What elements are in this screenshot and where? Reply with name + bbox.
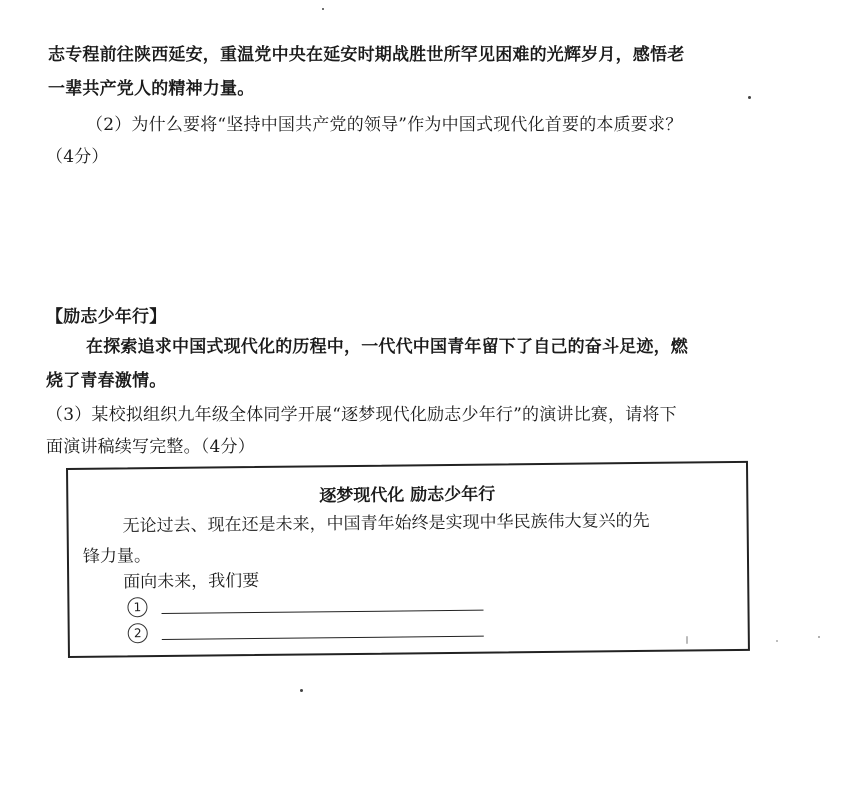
question-2-text: （2）为什么要将“坚持中国共产党的领导”作为中国式现代化首要的本质要求？ bbox=[86, 115, 683, 135]
paragraph-line-2: 一辈共产党人的精神力量。 bbox=[48, 79, 255, 99]
speech-body-line-2: 锋力量。 bbox=[82, 546, 152, 567]
scan-speck bbox=[322, 8, 324, 10]
scan-speck bbox=[300, 689, 303, 692]
paragraph-line-1: 志专程前往陕西延安，重温党中央在延安时期战胜世所罕见困难的光辉岁月，感悟老 bbox=[48, 45, 685, 65]
section-intro-line-2: 烧了青春激情。 bbox=[46, 371, 167, 391]
scan-mark bbox=[686, 636, 688, 644]
speech-body-line-3: 面向未来，我们要 bbox=[123, 570, 260, 593]
blank-number-2: 2 bbox=[128, 623, 148, 643]
section-heading: 【励志少年行】 bbox=[46, 307, 167, 327]
scan-speck bbox=[748, 96, 751, 99]
answer-blank-1[interactable] bbox=[127, 594, 483, 618]
question-3-instruction: 面演讲稿续写完整。（4分） bbox=[46, 437, 255, 457]
question-3-text: （3）某校拟组织九年级全体同学开展“逐梦现代化励志少年行”的演讲比赛，请将下 bbox=[46, 405, 677, 425]
blank-underline-1[interactable] bbox=[162, 610, 484, 614]
answer-blank-2[interactable] bbox=[128, 620, 484, 644]
question-2-score: （4分） bbox=[46, 147, 109, 167]
speech-draft-box bbox=[66, 461, 750, 658]
blank-number-1: 1 bbox=[127, 597, 147, 617]
scan-speck bbox=[776, 640, 778, 642]
section-intro-line-1: 在探索追求中国式现代化的历程中，一代代中国青年留下了自己的奋斗足迹，燃 bbox=[86, 337, 688, 357]
speech-title: 逐梦现代化 励志少年行 bbox=[319, 484, 496, 507]
blank-underline-2[interactable] bbox=[162, 636, 484, 640]
speech-body-line-1: 无论过去、现在还是未来，中国青年始终是实现中华民族伟大复兴的先 bbox=[122, 510, 650, 537]
scan-speck bbox=[818, 636, 820, 638]
